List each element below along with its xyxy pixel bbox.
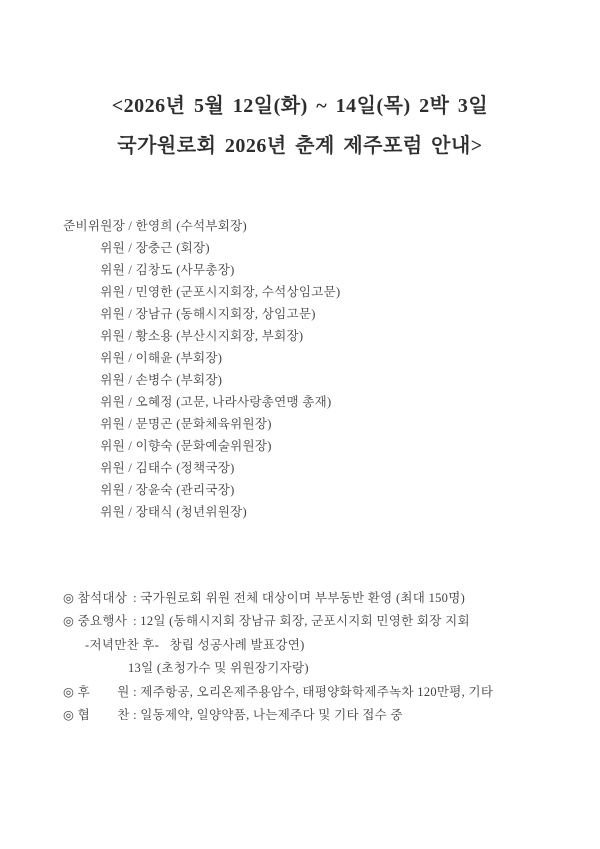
committee-row — [63, 347, 600, 369]
bullet-icon: ◎ — [63, 684, 78, 699]
committee-row — [63, 457, 600, 479]
committee-member-note: (문화예술위원장) — [172, 439, 272, 453]
committee-list — [0, 215, 600, 523]
role-name-separator: / — [125, 461, 136, 475]
committee-member-name: 한영희 — [135, 219, 173, 233]
role-name-separator: / — [125, 241, 136, 255]
committee-row — [63, 479, 600, 501]
bullet-icon: ◎ — [63, 614, 78, 629]
committee-role: 위원 — [100, 461, 125, 475]
committee-role: 위원 — [100, 439, 125, 453]
note-line — [63, 657, 560, 680]
committee-member-name: 장태식 — [135, 505, 173, 519]
notes-list — [0, 587, 600, 727]
committee-row — [63, 369, 600, 391]
title-line-2: 국가원로회 2026년 춘계 제주포럼 안내> — [117, 135, 483, 157]
committee-member-name: 장남규 — [135, 307, 173, 321]
committee-member-note: (수석부회장) — [172, 219, 247, 233]
committee-member-name: 김창도 — [135, 263, 173, 277]
committee-member-name: 장윤숙 — [135, 483, 173, 497]
note-text: 12일 (동해시지회 장남규 회장, 군포시지회 민영한 회장 지회 — [140, 614, 470, 629]
committee-member-note: (부산시지회장, 부회장) — [172, 329, 304, 343]
role-name-separator: / — [125, 417, 136, 431]
committee-member-note: (사무총장) — [172, 263, 235, 277]
committee-member-note: (동해시지회장, 상임고문) — [172, 307, 316, 321]
role-name-separator: / — [125, 329, 136, 343]
note-line — [63, 610, 560, 633]
committee-role: 위원 — [100, 395, 125, 409]
document-title — [0, 0, 600, 166]
committee-member-note: (문화체육위원장) — [172, 417, 272, 431]
committee-role: 위원 — [100, 417, 125, 431]
committee-member-name: 이향숙 — [135, 439, 173, 453]
committee-role: 준비위원장 — [63, 219, 125, 233]
note-colon: : — [129, 708, 141, 723]
committee-member-note: (부회장) — [172, 373, 223, 387]
committee-member-name: 황소용 — [135, 329, 173, 343]
note-label: 중요행사 — [77, 614, 128, 629]
title-line-1: <2026년 5월 12일(화) ~ 14일(목) 2박 3일 — [111, 95, 489, 117]
role-name-separator: / — [125, 373, 136, 387]
role-name-separator: / — [125, 395, 136, 409]
note-text: -저녁만찬 후- 창립 성공사례 발표강연) — [85, 637, 305, 652]
committee-row — [63, 281, 600, 303]
note-text: 일동제약, 일양약품, 나는제주다 및 기타 접수 중 — [140, 708, 403, 723]
note-text: 국가원로회 위원 전체 대상이며 부부동반 환영 (최대 150명) — [140, 591, 466, 605]
note-text: 13일 (초청가수 및 위원장기자랑) — [128, 661, 309, 676]
note-label: 후 원 — [77, 684, 130, 699]
role-name-separator: / — [125, 351, 136, 365]
committee-member-name: 손병수 — [135, 373, 173, 387]
committee-member-name: 김태수 — [135, 461, 173, 475]
role-name-separator: / — [125, 263, 136, 277]
committee-row — [63, 391, 600, 413]
committee-role: 위원 — [100, 351, 125, 365]
role-name-separator: / — [125, 505, 136, 519]
note-line — [63, 634, 560, 657]
committee-role: 위원 — [100, 307, 125, 321]
committee-role: 위원 — [100, 263, 125, 277]
note-label: 참석대상 — [77, 591, 128, 605]
note-colon: : — [129, 614, 141, 629]
note-line — [63, 587, 560, 610]
committee-member-note: (고문, 나라사랑총연맹 총재) — [172, 395, 332, 409]
committee-row — [63, 303, 600, 325]
role-name-separator: / — [125, 483, 136, 497]
committee-row — [63, 501, 600, 523]
note-colon: : — [129, 684, 141, 699]
note-label: 협 찬 — [77, 708, 130, 723]
role-name-separator: / — [125, 285, 136, 299]
committee-row — [63, 413, 600, 435]
committee-member-note: (부회장) — [172, 351, 223, 365]
committee-row — [63, 325, 600, 347]
note-colon: : — [129, 591, 141, 605]
note-line — [63, 681, 560, 704]
committee-member-name: 장충근 — [135, 241, 173, 255]
note-line — [63, 704, 560, 727]
committee-role: 위원 — [100, 373, 125, 387]
committee-member-name: 문명곤 — [135, 417, 173, 431]
committee-member-note: (청년위원장) — [172, 505, 247, 519]
role-name-separator: / — [125, 439, 136, 453]
committee-member-note: (관리국장) — [172, 483, 235, 497]
committee-member-note: (회장) — [172, 241, 210, 255]
committee-member-name: 이해윤 — [135, 351, 173, 365]
committee-row — [63, 259, 600, 281]
committee-member-name: 오혜정 — [135, 395, 173, 409]
role-name-separator: / — [125, 219, 136, 233]
bullet-icon: ◎ — [63, 591, 78, 605]
committee-role: 위원 — [100, 505, 125, 519]
committee-row — [63, 435, 600, 457]
committee-member-name: 민영한 — [135, 285, 173, 299]
committee-member-note: (정책국장) — [172, 461, 235, 475]
committee-role: 위원 — [100, 241, 125, 255]
note-text: 제주항공, 오리온제주용암수, 태평양화학제주녹차 120만평, 기타 — [140, 684, 494, 699]
bullet-icon: ◎ — [63, 708, 78, 723]
committee-row — [63, 237, 600, 259]
committee-role: 위원 — [100, 329, 125, 343]
role-name-separator: / — [125, 307, 136, 321]
committee-member-note: (군포시지회장, 수석상임고문) — [172, 285, 341, 299]
committee-row — [63, 215, 600, 237]
committee-role: 위원 — [100, 483, 125, 497]
committee-role: 위원 — [100, 285, 125, 299]
